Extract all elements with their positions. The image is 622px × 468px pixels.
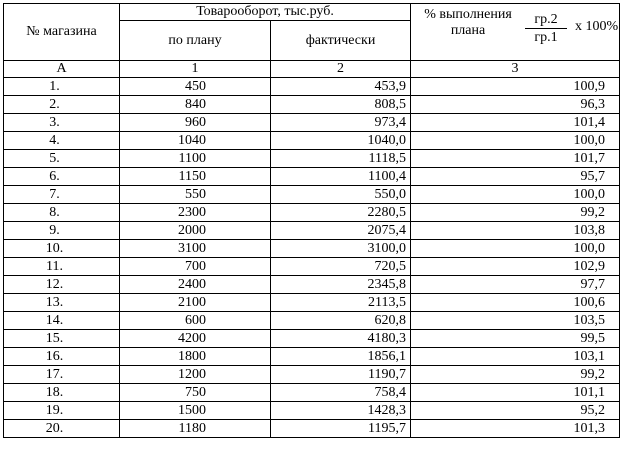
header-plan-completion <box>411 4 620 61</box>
table-row <box>4 96 620 114</box>
store-number-cell: 16. <box>4 348 120 366</box>
actual-turnover-cell: 620,8 <box>271 312 411 330</box>
actual-turnover-cell: 2113,5 <box>271 294 411 312</box>
actual-turnover-cell: 1428,3 <box>271 402 411 420</box>
store-number-cell: 12. <box>4 276 120 294</box>
table-row <box>4 294 620 312</box>
plan-turnover-cell: 960 <box>120 114 271 132</box>
plan-turnover-cell: 1500 <box>120 402 271 420</box>
plan-turnover-cell: 4200 <box>120 330 271 348</box>
plan-completion-cell: 95,2 <box>411 402 620 420</box>
plan-turnover-cell: 750 <box>120 384 271 402</box>
plan-turnover-cell: 1100 <box>120 150 271 168</box>
store-number-cell: 7. <box>4 186 120 204</box>
plan-completion-cell: 100,0 <box>411 132 620 150</box>
table-row <box>4 114 620 132</box>
plan-turnover-cell: 2400 <box>120 276 271 294</box>
table-row <box>4 222 620 240</box>
plan-turnover-cell: 2000 <box>120 222 271 240</box>
plan-completion-cell: 99,5 <box>411 330 620 348</box>
header-store-number: № магазина <box>4 4 120 61</box>
plan-completion-cell: 101,7 <box>411 150 620 168</box>
table-row <box>4 168 620 186</box>
actual-turnover-cell: 808,5 <box>271 96 411 114</box>
store-number-cell: 1. <box>4 78 120 96</box>
plan-turnover-cell: 450 <box>120 78 271 96</box>
plan-completion-cell: 103,5 <box>411 312 620 330</box>
actual-turnover-cell: 1040,0 <box>271 132 411 150</box>
header-row-1 <box>4 4 620 21</box>
plan-completion-cell: 101,3 <box>411 420 620 438</box>
store-number-cell: 11. <box>4 258 120 276</box>
store-number-cell: 14. <box>4 312 120 330</box>
table-row <box>4 312 620 330</box>
actual-turnover-cell: 758,4 <box>271 384 411 402</box>
actual-turnover-cell: 1118,5 <box>271 150 411 168</box>
table-row <box>4 402 620 420</box>
actual-turnover-cell: 4180,3 <box>271 330 411 348</box>
table-row <box>4 276 620 294</box>
store-number-cell: 15. <box>4 330 120 348</box>
table-row <box>4 348 620 366</box>
plan-completion-cell: 103,1 <box>411 348 620 366</box>
header-turnover: Товарооборот, тыс.руб. <box>120 4 411 21</box>
table-row <box>4 150 620 168</box>
plan-turnover-cell: 1180 <box>120 420 271 438</box>
column-number-row <box>4 61 620 78</box>
actual-turnover-cell: 720,5 <box>271 258 411 276</box>
actual-turnover-cell: 453,9 <box>271 78 411 96</box>
store-number-cell: 9. <box>4 222 120 240</box>
table-row <box>4 240 620 258</box>
table-row <box>4 132 620 150</box>
store-number-cell: 10. <box>4 240 120 258</box>
table-row <box>4 78 620 96</box>
plan-turnover-cell: 1040 <box>120 132 271 150</box>
table-row <box>4 186 620 204</box>
actual-turnover-cell: 1190,7 <box>271 366 411 384</box>
actual-turnover-cell: 973,4 <box>271 114 411 132</box>
plan-completion-cell: 95,7 <box>411 168 620 186</box>
formula-multiplier: х 100% <box>575 18 619 34</box>
plan-turnover-cell: 600 <box>120 312 271 330</box>
column-number: 1 <box>120 61 271 78</box>
actual-turnover-cell: 2075,4 <box>271 222 411 240</box>
table-row <box>4 330 620 348</box>
plan-turnover-cell: 1800 <box>120 348 271 366</box>
turnover-table <box>3 3 620 438</box>
plan-completion-cell: 100,0 <box>411 186 620 204</box>
actual-turnover-cell: 550,0 <box>271 186 411 204</box>
store-number-cell: 20. <box>4 420 120 438</box>
page-top-edge <box>0 0 622 3</box>
plan-completion-cell: 96,3 <box>411 96 620 114</box>
table-row <box>4 366 620 384</box>
actual-turnover-cell: 1195,7 <box>271 420 411 438</box>
store-number-cell: 19. <box>4 402 120 420</box>
store-number-cell: 3. <box>4 114 120 132</box>
store-number-cell: 13. <box>4 294 120 312</box>
store-number-cell: 4. <box>4 132 120 150</box>
header-fact: фактически <box>271 21 411 61</box>
header-plan: по плану <box>120 21 271 61</box>
plan-completion-cell: 100,6 <box>411 294 620 312</box>
actual-turnover-cell: 3100,0 <box>271 240 411 258</box>
plan-completion-cell: 97,7 <box>411 276 620 294</box>
column-number: А <box>4 61 120 78</box>
header-plan-completion-label: % выполнения плана <box>424 6 512 38</box>
column-number: 3 <box>411 61 620 78</box>
actual-turnover-cell: 2280,5 <box>271 204 411 222</box>
store-number-cell: 2. <box>4 96 120 114</box>
actual-turnover-cell: 2345,8 <box>271 276 411 294</box>
actual-turnover-cell: 1100,4 <box>271 168 411 186</box>
plan-completion-cell: 100,0 <box>411 240 620 258</box>
table-row <box>4 258 620 276</box>
table-row <box>4 384 620 402</box>
plan-completion-cell: 99,2 <box>411 204 620 222</box>
plan-turnover-cell: 2300 <box>120 204 271 222</box>
table-row <box>4 204 620 222</box>
plan-completion-cell: 100,9 <box>411 78 620 96</box>
store-number-cell: 8. <box>4 204 120 222</box>
formula-numerator: гр.2 <box>525 11 567 29</box>
plan-completion-cell: 103,8 <box>411 222 620 240</box>
plan-turnover-cell: 1150 <box>120 168 271 186</box>
formula-denominator: гр.1 <box>534 29 558 45</box>
plan-completion-cell: 101,4 <box>411 114 620 132</box>
formula-fraction <box>525 11 567 46</box>
store-number-cell: 17. <box>4 366 120 384</box>
table-row <box>4 420 620 438</box>
plan-turnover-cell: 550 <box>120 186 271 204</box>
store-number-cell: 6. <box>4 168 120 186</box>
plan-turnover-cell: 3100 <box>120 240 271 258</box>
plan-turnover-cell: 2100 <box>120 294 271 312</box>
plan-turnover-cell: 840 <box>120 96 271 114</box>
plan-turnover-cell: 700 <box>120 258 271 276</box>
plan-completion-cell: 102,9 <box>411 258 620 276</box>
column-number: 2 <box>271 61 411 78</box>
plan-completion-cell: 99,2 <box>411 366 620 384</box>
plan-completion-cell: 101,1 <box>411 384 620 402</box>
store-number-cell: 18. <box>4 384 120 402</box>
plan-turnover-cell: 1200 <box>120 366 271 384</box>
actual-turnover-cell: 1856,1 <box>271 348 411 366</box>
store-number-cell: 5. <box>4 150 120 168</box>
